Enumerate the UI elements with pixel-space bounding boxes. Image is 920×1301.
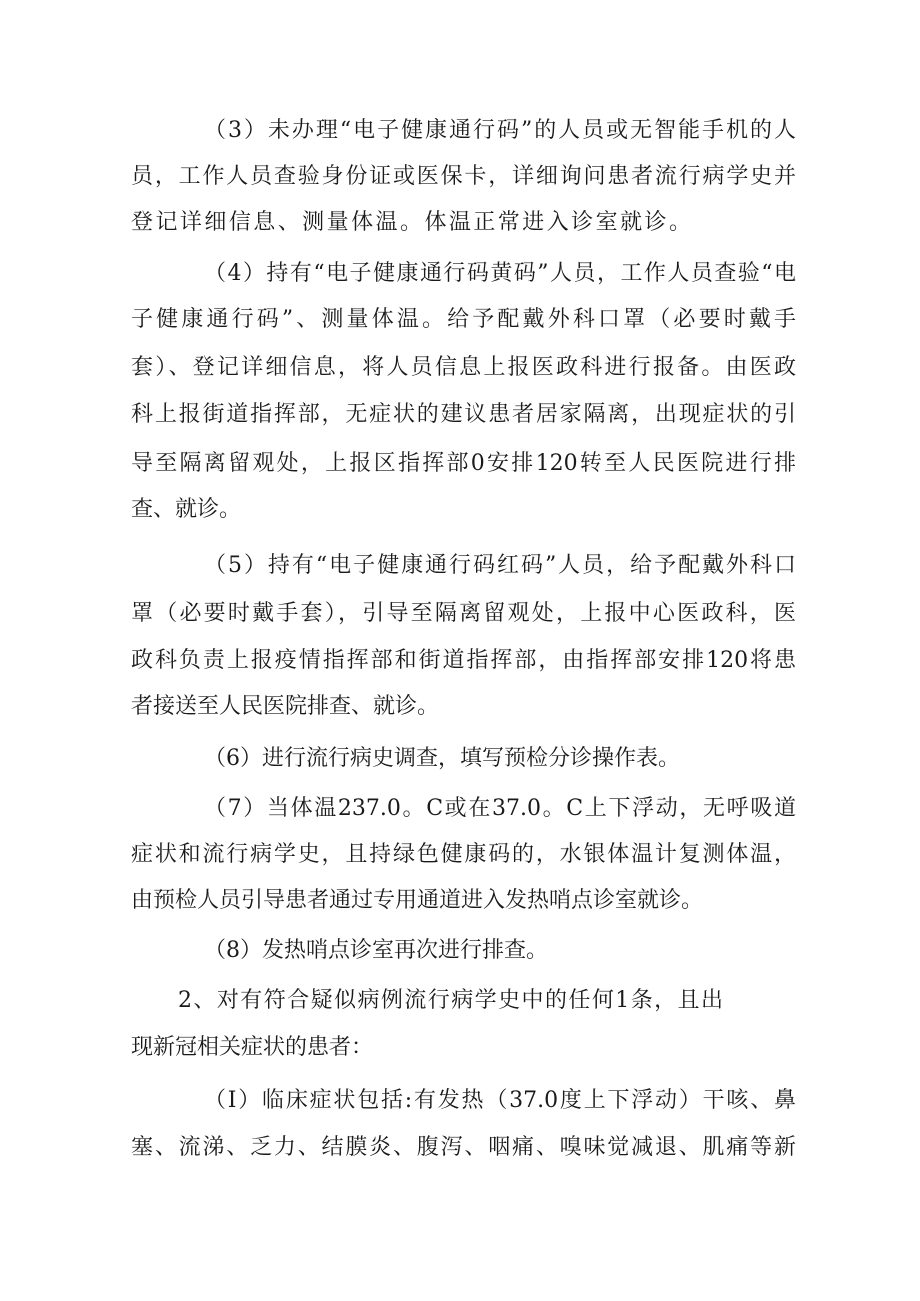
text-line-6: 套）、登记详细信息，将人员信息上报医政科进行报备。由医政 <box>131 355 796 380</box>
text-line-9: 查、就诊。 <box>131 497 242 522</box>
text-line-20: 现新冠相关症状的患者： <box>131 1035 374 1060</box>
text-line-7: 科上报街道指挥部，无症状的建议患者居家隔离，出现症状的引 <box>131 402 796 427</box>
text-line-12: 政科负责上报疫情指挥部和街道指挥部，由指挥部安排120将患 <box>131 648 796 673</box>
text-line-10: （5）持有“电子健康通行码红码”人员，给予配戴外科口 <box>204 553 796 578</box>
text-line-18: （8）发热哨点诊室再次进行排查。 <box>204 938 548 963</box>
text-line-13: 者接送至人民医院排查、就诊。 <box>131 694 440 719</box>
text-line-3: 登记详细信息、测量体温。体温正常进入诊室就诊。 <box>131 210 691 235</box>
text-line-14: （6）进行流行病史调查，填写预检分诊操作表。 <box>204 746 680 771</box>
text-line-19: 2、对有符合疑似病例流行病学史中的任何1条，且出 <box>178 988 723 1013</box>
text-line-2: 员，工作人员查验身份证或医保卡，详细询问患者流行病学史并 <box>131 164 796 189</box>
text-line-11: 罩（必要时戴手套），引导至隔离留观处，上报中心医政科，医 <box>131 601 796 626</box>
text-line-17: 由预检人员引导患者通过专用通道进入发热哨点诊室就诊。 <box>131 888 704 913</box>
text-line-22: 塞、流涕、乏力、结膜炎、腹泻、咽痛、嗅味觉减退、肌痛等新 <box>131 1135 796 1160</box>
text-line-4: （4）持有“电子健康通行码黄码”人员，工作人员查验“电 <box>204 261 796 286</box>
text-line-8: 导至隔离留观处，上报区指挥部0安排120转至人民医院进行排 <box>131 451 796 476</box>
text-line-15: （7）当体温237.0。C或在37.0。C上下浮动，无呼吸道 <box>204 796 796 821</box>
text-line-1: （3）未办理“电子健康通行码”的人员或无智能手机的人 <box>204 118 796 143</box>
text-line-16: 症状和流行病学史，且持绿色健康码的，水银体温计复测体温， <box>131 842 796 867</box>
text-line-21: （I）临床症状包括:有发热（37.0度上下浮动）干咳、鼻 <box>204 1088 796 1113</box>
text-line-5: 子健康通行码”、测量体温。给予配戴外科口罩（必要时戴手 <box>131 307 796 332</box>
